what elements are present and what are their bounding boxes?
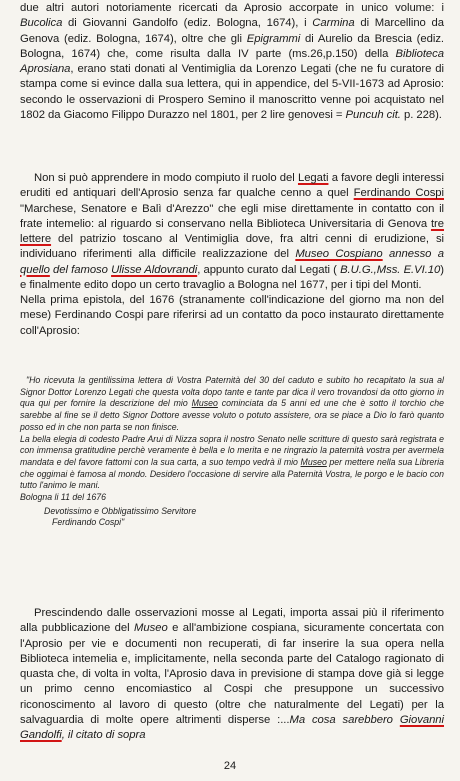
paragraph-3 <box>20 606 444 743</box>
block-quote <box>20 375 444 529</box>
paragraph-1 <box>20 1 444 123</box>
text-span: di Marcellino da Genova (ediz. Bologna, 1674), oltre che gli <box>20 17 444 45</box>
text-span: "Ho ricevuta la gentilissima lettera di Vostra Paternità del 30 del caduto e subito ho recapitato la sua al Signor Dottor Lorenzo Legati che questa volta dopo tante e tante par dica il vero trovandosi da otto giorno in qua qui per fornire la descrizione del mio <box>20 375 444 409</box>
paragraph-2 <box>20 171 444 339</box>
underlined-aldovrandi: Ulisse Aldovrandi <box>111 263 198 276</box>
text-span: , appunto curato dal Legati ( <box>197 263 341 276</box>
text-span: di Giovanni Gandolfo (ediz. Bologna, 1674), i <box>62 17 313 30</box>
text-span: due altri autori notoriamente ricercati da Aprosio accorpate in unico volume: i <box>20 2 444 14</box>
text-span: p. 228). <box>400 108 442 121</box>
italic-span: , il citato di sopra <box>61 729 146 741</box>
text-span: per mettere nella sua Libreria che oggimai è famosa al mondo. Desidero l'occasione di servire alla Paternità Vostra, le porgo e le bacio con tutto l'animo le mani. <box>20 456 444 491</box>
text-span: Nella prima epistola, del 1676 (stranamente coll'indicazione del giorno ma non del mese) Ferdinando Cospi pare riferirsi ad un contatto da poco instaurato direttamente coll'Aprosio: <box>20 294 444 337</box>
underlined-museo: Museo <box>191 398 218 409</box>
italic-span: annesso a <box>382 248 444 261</box>
text-span: La bella elegia di codesto Padre Arui di Nizza sopra il nostro Senato nelle scritture di questo sarà registrata e con immensa gratitudine perchè veramente è bella e lo merita e ne ringrazio la paternità vostra per avermela mandata e del favore fattomi con la sua carta, a suo tempo vedrà il mio <box>20 433 444 467</box>
text-span: a favore degli interessi eruditi ed antiquari dell'Aprosio senza far qualche cenno a quel <box>20 172 444 200</box>
page-number: 24 <box>223 760 237 772</box>
italic-citation: Puncuh cit. <box>345 108 401 121</box>
italic-title: Bucolica <box>20 17 63 30</box>
text-span: "Marchese, Senatore e Balì d'Arezzo" che egli mise direttamente in contatto con il frate intemelio: al riguardo si conservano nella Biblioteca Universitaria di Genova <box>20 202 444 230</box>
italic-span: Ma cosa sarebbero <box>289 713 400 726</box>
underlined-legati: Legati <box>297 172 329 184</box>
underlined-gandolfi: Giovanni Gandolfi <box>20 713 444 741</box>
text-span: Prescindendo dalle osservazioni mosse al Legati, importa assai più il riferimento alla pubblicazione del <box>20 607 444 635</box>
text-span: di Aurelio da Brescia (ediz. Bologna, 1674) che, come risulta dalla IV parte (ms.26,p.150) della <box>20 32 445 60</box>
quote-closing: Devotissimo e Obbligatissimo Servitore <box>44 505 197 516</box>
text-span: cominciata da 5 anni ed une che è sotto il torchio che sarebbe al fine se il detto Signor Dottore avesse voluto o potuto assistere, ora se piace a Dio lo farò quanto posso ed in che non parta se non finisce. <box>20 398 444 432</box>
text-span: ) e finalmente edito dopo un certo travaglio a Bologna nel 1677, per i tipi del Monti. <box>20 263 444 291</box>
italic-title: Epigrammi <box>246 32 301 45</box>
quote-signature: Ferdinando Cospi" <box>52 517 125 528</box>
quote-paragraph-2 <box>20 434 444 493</box>
underlined-museo-cospiano: Museo Cospiano <box>295 248 383 261</box>
text-span: del patrizio toscano al Ventimiglia dove, fra altri cenni di erudizione, si individuano riferimenti alla difficile realizzazione del <box>20 233 444 261</box>
underlined-tre-lettere: tre lettere <box>20 217 444 245</box>
text-span: , erano stati donati al Ventimiglia da Lorenzo Legati (che ne fu curatore di stampa come si evince dalla sua lettera, qui in appendice, del 5-VII-1673 ad Aprosio: secondo le osservazioni di Prospero Semino il manoscritto venne poi acquistato nel 1802 da Giacomo Filippo Durazzo nel 1801, per 2 lire genovesi = <box>20 63 444 121</box>
underlined-cospi: Ferdinando Cospi <box>353 187 444 200</box>
quote-date: Bologna li 11 del 1676 <box>20 492 106 503</box>
italic-citation: B.U.G.,Mss. E.VI.10 <box>340 263 441 276</box>
underlined-quello: quello <box>20 263 50 276</box>
italic-title: Museo <box>134 622 168 635</box>
quote-paragraph-1 <box>20 375 444 434</box>
italic-title: Biblioteca Aprosiana <box>20 47 444 75</box>
text-span: Non si può apprendere in modo compiuto il ruolo del <box>34 172 298 184</box>
underlined-museo: Museo <box>300 456 327 467</box>
italic-title: Carmina <box>312 17 355 30</box>
text-span: e all'ambizione cospiana, sicuramente concertata con l'Aprosio per vie e documenti non recuperati, di far inserire la sua opera nella Biblioteca intemelia e, implicitamente, nella seconda parte del Catalogo ragionato di quasta che, di volta in volta, l'Aprosio dava in previsione di stampa dove già si legge un primo cenno encomiastico al Cospi che presuppone un successivo riconoscimento al lavoro di questo (oltre che naturalmente del Legati) per la salvaguardia di molte opere altrimenti disperse :... <box>20 622 444 726</box>
italic-span: del famoso <box>49 263 112 276</box>
